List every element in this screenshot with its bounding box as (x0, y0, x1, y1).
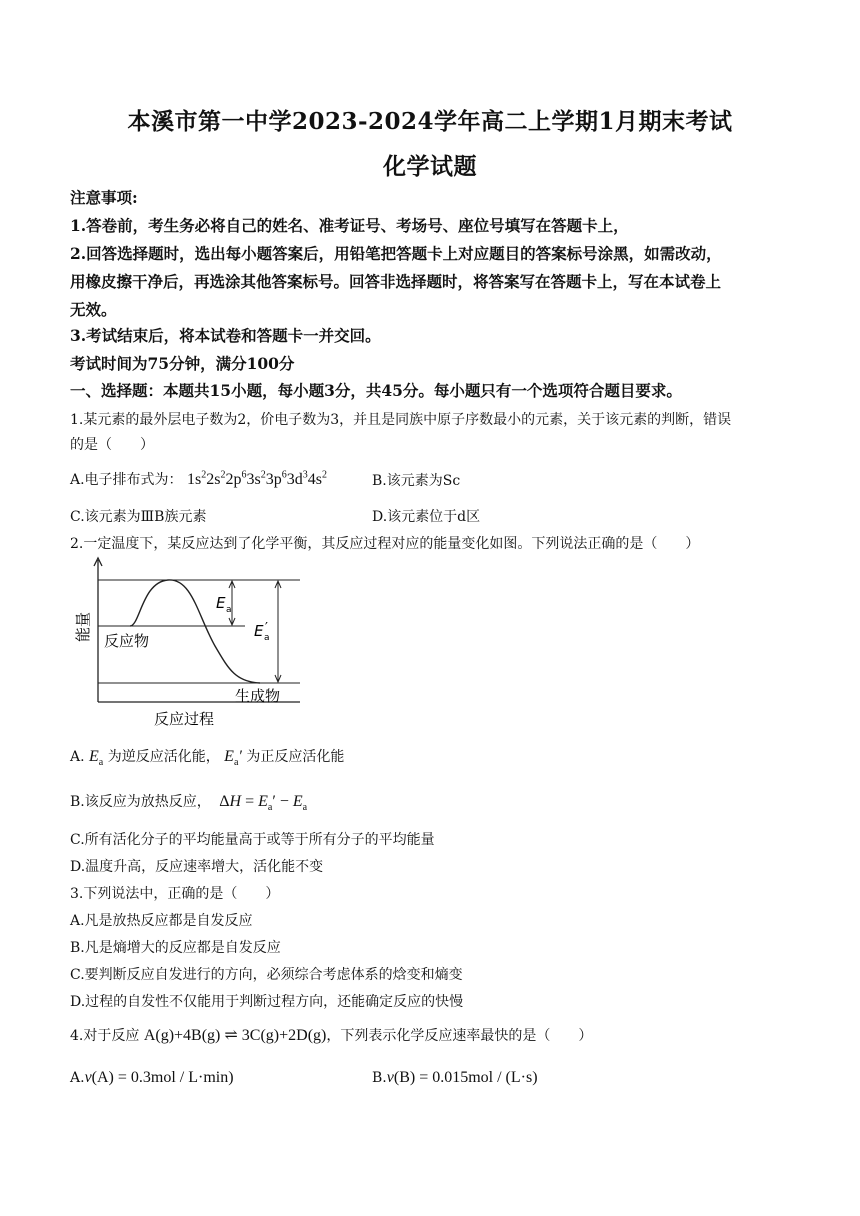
reaction-curve (130, 580, 260, 683)
notice-item-2a: 2.回答选择题时，选出每小题答案后，用铅笔把答题卡上对应题目的答案标号涂黑，如需改动， (70, 244, 722, 263)
q1-option-a-label: A.电子排布式为： (70, 472, 183, 488)
q2-a-text2: 为正反应活化能 (246, 749, 345, 765)
q4-stem-suffix: ，下列表示化学反应速率最快的是（ ） (326, 1028, 593, 1044)
q4-equation: A(g)+4B(g) ⇌ 3C(g)+2D(g) (143, 1027, 327, 1044)
q2-option-c: C.所有活化分子的平均能量高于或等于所有分子的平均能量 (70, 832, 435, 848)
ea-prime-label: E (254, 622, 264, 640)
q1-option-c: C.该元素为ⅢB族元素 (70, 509, 207, 525)
q1-electron-config: $1s^22s^22p^63s^23p^63d^34s^2$ (187, 469, 327, 488)
section-heading: 一、选择题：本题共15小题，每小题3分，共45分。每小题只有一个选项符合题目要求。 (70, 381, 682, 400)
q4-stem-prefix: 4.对于反应 (70, 1028, 140, 1044)
notice-item-2b: 用橡皮擦干净后，再选涂其他答案标号。回答非选择题时，将答案写在答题卡上，写在本试卷上 (70, 272, 722, 291)
reactant-label: 反应物 (104, 632, 150, 650)
q2-a-ea-prime: $E_a'$ (224, 748, 242, 769)
q4-option-a: A.v(A) = 0.3mol / L·min) (70, 1069, 234, 1086)
q1-option-a (70, 469, 327, 489)
q3-option-c: C.要判断反应自发进行的方向，必须综合考虑体系的焓变和熵变 (70, 967, 463, 983)
q4-a-formula: v(A) = 0.3mol / L·min) (84, 1069, 234, 1086)
q2-option-a: A. $E_a$ 为逆反应活化能， $E_a'$ 为正反应活化能 (70, 748, 345, 769)
q2-b-label: B.该反应为放热反应， (70, 794, 211, 810)
q4-stem (70, 1025, 592, 1045)
q3-option-a: A.凡是放热反应都是自发反应 (70, 913, 253, 929)
notice-item-2c: 无效。 (70, 300, 117, 319)
exam-time: 考试时间为75分钟，满分100分 (70, 354, 295, 373)
x-axis-label: 反应过程 (154, 710, 215, 728)
q1-stem-line2: 的是（ ） (70, 437, 154, 453)
notice-heading: 注意事项: (70, 188, 138, 207)
page-title: 本溪市第一中学2023-2024学年高二上学期1月期末考试 (127, 108, 733, 135)
q3-option-b: B.凡是熵增大的反应都是自发反应 (70, 940, 281, 956)
q4-option-b: B.v(B) = 0.015mol / (L·s) (372, 1069, 538, 1086)
notice-item-1: 1.答卷前，考生务必将自己的姓名、准考证号、考场号、座位号填写在答题卡上， (70, 216, 629, 235)
q2-option-d: D.温度升高，反应速率增大，活化能不变 (70, 859, 324, 875)
page-subtitle: 化学试题 (383, 153, 477, 180)
q2-b-formula: $\Delta H = E_a' - E_a$ (215, 793, 308, 814)
q3-stem: 3.下列说法中，正确的是（ ） (70, 886, 280, 902)
q1-option-b: B.该元素为Sc (372, 473, 461, 489)
q2-a-ea: $E_a$ (89, 748, 104, 769)
ea-prime-mark: ′ (265, 621, 268, 636)
ea-label-sub: a (226, 605, 232, 615)
q2-option-b (70, 791, 307, 813)
ea-prime-label-sub: a (264, 633, 270, 643)
q1-stem-line1: 1.某元素的最外层电子数为2，价电子数为3，并且是同族中原子序数最小的元素，关于该元素的判断，错误 (70, 412, 732, 428)
y-axis-label: 能量 (74, 611, 92, 642)
energy-diagram (70, 556, 310, 730)
ea-label: E (216, 594, 226, 612)
notice-item-3: 3.考试结束后，将本试卷和答题卡一并交回。 (70, 326, 381, 345)
q4-b-formula: v(B) = 0.015mol / (L·s) (386, 1069, 538, 1086)
product-label: 生成物 (235, 687, 281, 705)
q2-stem: 2.一定温度下，某反应达到了化学平衡，其反应过程对应的能量变化如图。下列说法正确的是（ ） (70, 536, 700, 552)
q1-option-d: D.该元素位于d区 (372, 509, 481, 525)
q3-option-d: D.过程的自发性不仅能用于判断过程方向，还能确定反应的快慢 (70, 994, 464, 1010)
q2-a-text1: 为逆反应活化能， (107, 749, 220, 765)
